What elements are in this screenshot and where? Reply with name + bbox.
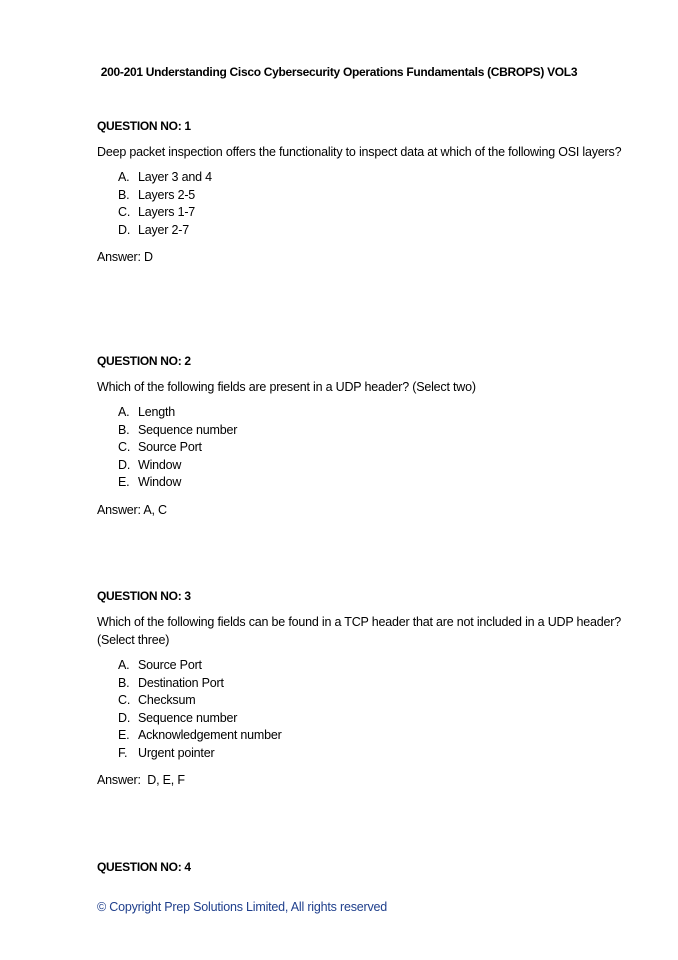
option-text: Source Port <box>138 658 202 672</box>
option-letter: D. <box>118 222 131 237</box>
option-letter: F. <box>118 745 128 760</box>
option-text: Destination Port <box>138 675 224 690</box>
option-item <box>118 457 627 475</box>
document-title: 200-201 Understanding Cisco Cybersecurity Operations Fundamentals (CBROPS) VOL3 <box>100 65 578 79</box>
option-item <box>118 710 627 728</box>
option-text: Sequence number <box>138 710 238 725</box>
option-item <box>118 474 627 492</box>
question-heading: QUESTION NO: 3 <box>97 589 191 603</box>
option-list <box>118 169 627 239</box>
question-text: Which of the following fields are present in a UDP header? (Select two) <box>97 380 476 394</box>
option-text: Layers 2-5 <box>138 187 196 202</box>
option-item <box>118 439 627 457</box>
option-letter: E. <box>118 475 130 489</box>
option-letter: B. <box>118 422 130 437</box>
answer-text: Answer: D, E, F <box>97 773 185 787</box>
question-2 <box>97 352 627 519</box>
option-item <box>118 204 627 222</box>
question-3 <box>97 587 627 789</box>
option-item <box>118 745 627 763</box>
option-item <box>118 222 627 240</box>
option-item <box>118 692 627 710</box>
question-4 <box>97 858 627 876</box>
question-heading: QUESTION NO: 1 <box>97 119 191 133</box>
question-heading: QUESTION NO: 2 <box>97 354 191 368</box>
question-text: Deep packet inspection offers the functionality to inspect data at which of the following OSI layers? <box>97 145 622 159</box>
option-letter: D. <box>118 457 131 472</box>
option-item <box>118 422 627 440</box>
answer-text: Answer: D <box>97 250 153 264</box>
option-letter: A. <box>118 405 130 419</box>
option-text: Window <box>138 457 182 472</box>
option-letter: D. <box>118 710 131 725</box>
option-letter: C. <box>118 693 131 707</box>
option-text: Layer 2-7 <box>138 222 190 237</box>
question-heading: QUESTION NO: 4 <box>97 860 191 874</box>
option-item <box>118 727 627 745</box>
option-item <box>118 187 627 205</box>
option-text: Length <box>138 405 176 419</box>
option-item <box>118 675 627 693</box>
option-text: Layers 1-7 <box>138 205 196 219</box>
option-letter: C. <box>118 440 131 454</box>
option-letter: C. <box>118 205 131 219</box>
option-list <box>118 657 627 762</box>
question-text: Which of the following fields can be found in a TCP header that are not included in a UDP header? (Select three) <box>97 615 622 647</box>
question-1 <box>97 117 627 266</box>
option-letter: A. <box>118 658 130 672</box>
option-text: Layer 3 and 4 <box>138 170 212 184</box>
option-text: Urgent pointer <box>138 745 215 760</box>
option-text: Window <box>138 475 182 489</box>
option-text: Acknowledgement number <box>138 728 282 742</box>
option-letter: E. <box>118 728 130 742</box>
option-item <box>118 657 627 675</box>
option-text: Checksum <box>138 693 196 707</box>
option-text: Source Port <box>138 440 202 454</box>
option-letter: B. <box>118 187 130 202</box>
option-letter: A. <box>118 170 130 184</box>
answer-text: Answer: A, C <box>97 502 167 517</box>
copyright-footer: © Copyright Prep Solutions Limited, All rights reserved <box>97 900 388 914</box>
option-letter: B. <box>118 675 130 690</box>
option-item <box>118 169 627 187</box>
option-text: Sequence number <box>138 422 238 437</box>
option-item <box>118 404 627 422</box>
option-list <box>118 404 627 492</box>
